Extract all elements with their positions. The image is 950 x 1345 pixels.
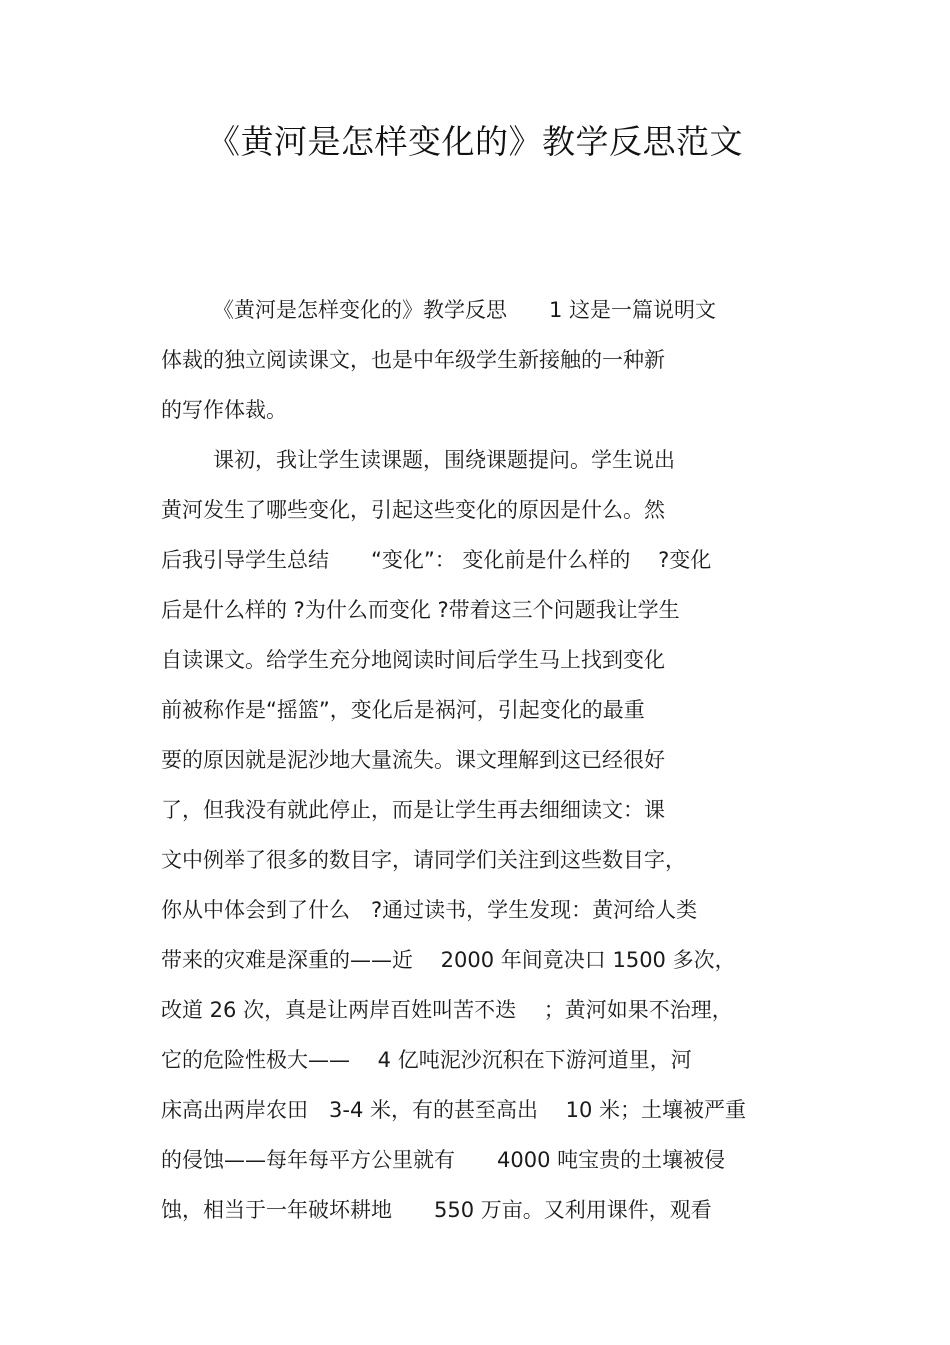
paragraph-line: 后我引导学生总结 “变化”： 变化前是什么样的 ?变化 [161,548,712,572]
paragraph-line: 前被称作是“摇篮”，变化后是祸河，引起变化的最重 [161,698,645,722]
paragraph-line: 带来的灾难是深重的——近 2000 年间竟决口 1500 多次， [161,948,736,972]
paragraph-line: 改道 26 次，真是让两岸百姓叫苦不迭 ；黄河如果不治理， [161,998,733,1022]
paragraph-line: 后是什么样的 ?为什么而变化 ?带着这三个问题我让学生 [161,598,680,622]
paragraph-line: 《黄河是怎样变化的》教学反思 1 这是一篇说明文 [213,298,717,322]
paragraph-line: 它的危险性极大—— 4 亿吨泥沙沉积在下游河道里，河 [161,1048,692,1072]
paragraph-line: 蚀，相当于一年破坏耕地 550 万亩。又利用课件，观看 [161,1198,712,1222]
paragraph-line: 课初，我让学生读课题，围绕课题提问。学生说出 [213,448,675,472]
paragraph-line: 的写作体裁。 [161,398,287,422]
paragraph-line: 黄河发生了哪些变化，引起这些变化的原因是什么。然 [161,498,665,522]
paragraph-line: 要的原因就是泥沙地大量流失。课文理解到这已经很好 [161,748,665,772]
document-title: 《黄河是怎样变化的》教学反思范文 [207,122,743,161]
paragraph-line: 你从中体会到了什么 ?通过读书，学生发现：黄河给人类 [161,898,698,922]
paragraph-line: 了，但我没有就此停止，而是让学生再去细细读文：课 [161,798,665,822]
paragraph-line: 的侵蚀——每年每平方公里就有 4000 吨宝贵的土壤被侵 [161,1148,726,1172]
paragraph-line: 文中例举了很多的数目字，请同学们关注到这些数目字， [161,848,686,872]
paragraph-line: 床高出两岸农田 3-4 米，有的甚至高出 10 米；土壤被严重 [161,1098,747,1122]
paragraph-line: 体裁的独立阅读课文，也是中年级学生新接触的一种新 [161,348,665,372]
paragraph-line: 自读课文。给学生充分地阅读时间后学生马上找到变化 [161,648,665,672]
